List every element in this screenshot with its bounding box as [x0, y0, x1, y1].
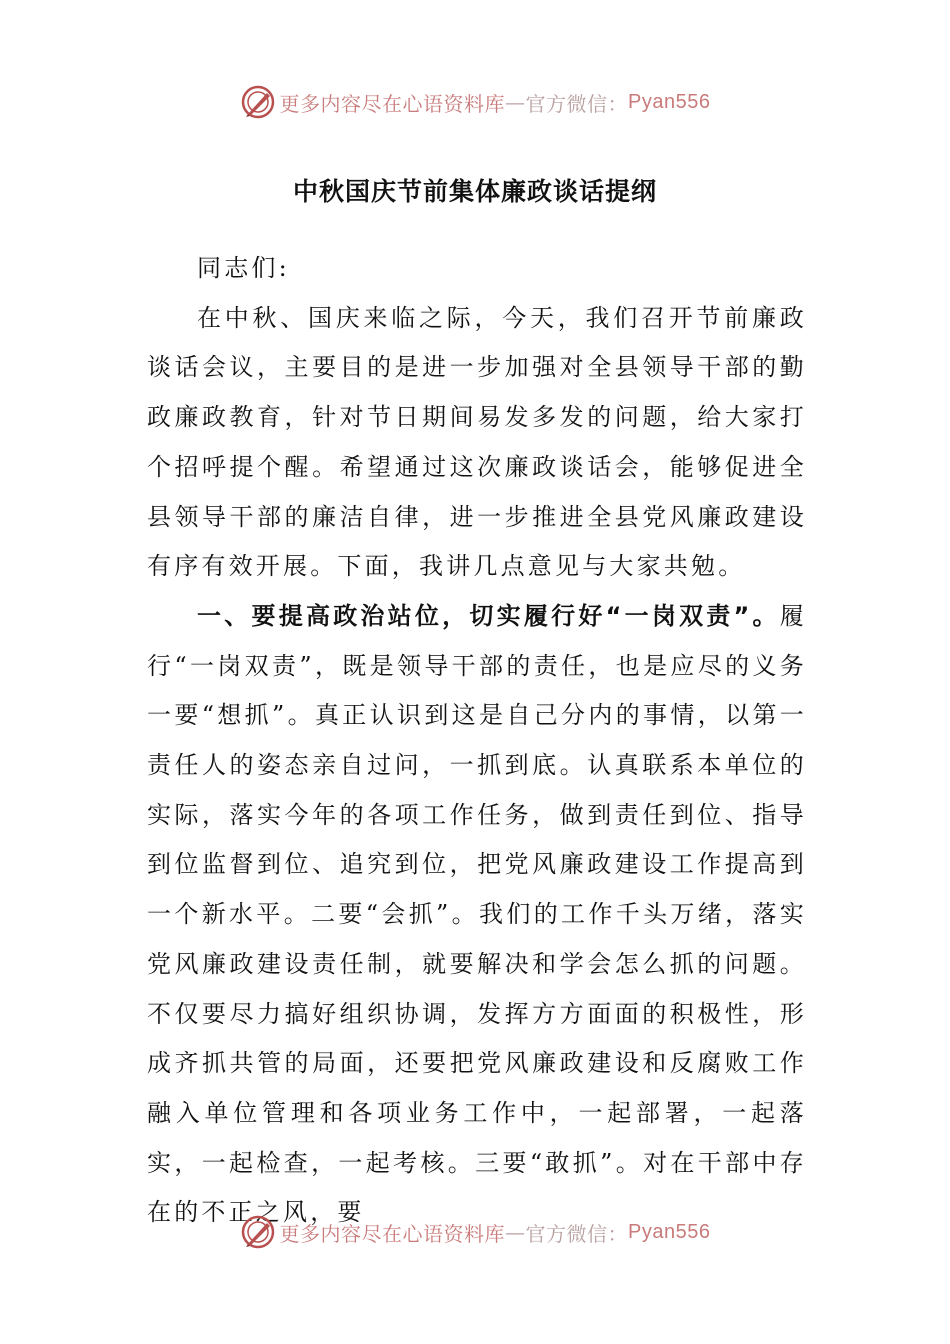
section-1-body: 履行“一岗双责”，既是领导干部的责任，也是应尽的义务一要“想抓”。真正认识到这是自己分内的事情，以第一责任人的姿态亲自过问，一抓到底。认真联系本单位的实际，落实今年的各项工作任务，做到责任到位、指导到位监督到位、追究到位，把党风廉政建设工作提高到一个新水平。二要“会抓”。我们的工作千头万绪，落实党风廉政建设责任制，就要解决和学会怎么抓的问题。不仅要尽力搞好组织协调，发挥方方面面的积极性，形成齐抓共管的局面，还要把党风廉政建设和反腐败工作融入单位管理和各项业务工作中，一起部署，一起落实，一起检查，一起考核。三要“敢抓”。对在干部中存在的不正之风，要	[147, 601, 807, 1227]
watermark-label: 官方微信：	[525, 91, 629, 116]
watermark-separator: —	[505, 1220, 526, 1244]
intro-paragraph: 在中秋、国庆来临之际，今天，我们召开节前廉政谈话会议，主要目的是进一步加强对全县领导干部的勤政廉政教育，针对节日期间易发多发的问题，给大家打个招呼提个醒。希望通过这次廉政谈话会，能够促进全县领导干部的廉洁自律，进一步推进全县党风廉政建设有序有效开展。下面，我讲几点意见与大家共勉。	[147, 303, 807, 581]
quill-logo-icon	[240, 84, 276, 120]
watermark-label: 官方微信：	[525, 1221, 629, 1246]
greeting: 同志们:	[197, 254, 290, 282]
document-body	[147, 244, 807, 1238]
watermark-wechat-id: Pyan556	[628, 90, 711, 113]
watermark-wechat-id: Pyan556	[628, 1220, 711, 1243]
quill-logo-icon	[240, 1214, 276, 1250]
watermark-site-text: 更多内容尽在心语资料库	[279, 1221, 506, 1246]
watermark-separator: —	[505, 90, 526, 114]
watermark-footer	[0, 1210, 950, 1254]
watermark-site-text: 更多内容尽在心语资料库	[279, 91, 506, 116]
section-1-heading: 一、要提高政治站位，切实履行好“一岗双责”。	[197, 601, 780, 630]
watermark-header	[0, 80, 950, 124]
document-title: 中秋国庆节前集体廉政谈话提纲	[292, 177, 657, 206]
section-1-paragraph	[147, 592, 807, 1238]
